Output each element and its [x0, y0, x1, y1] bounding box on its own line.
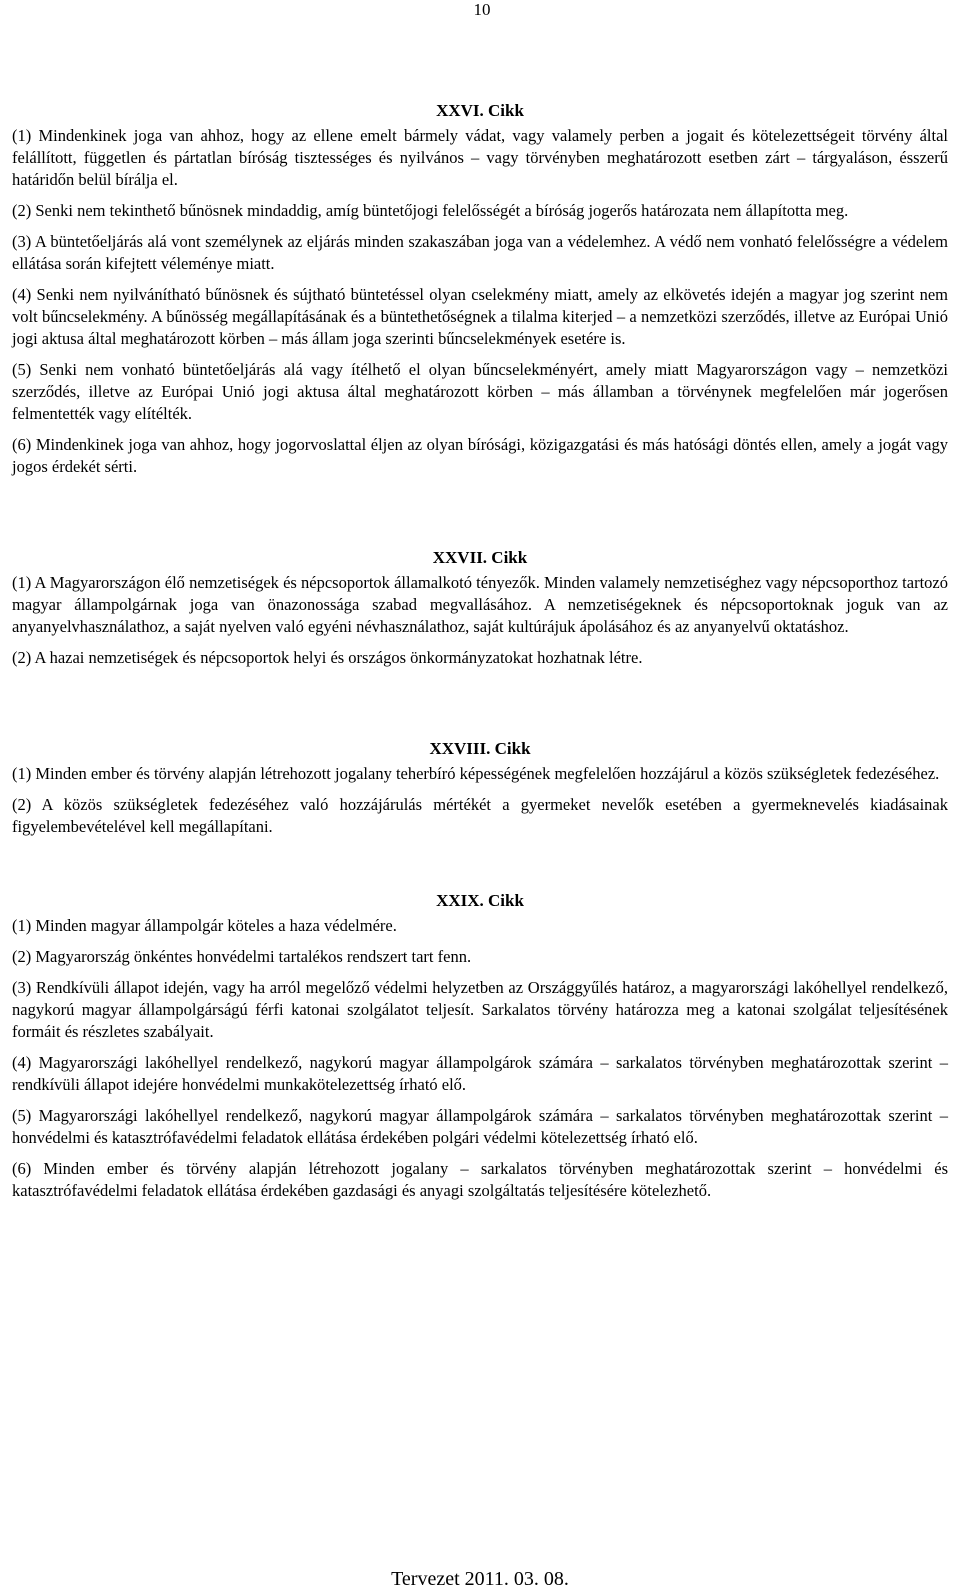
section-spacer — [12, 487, 948, 547]
article-heading: XXVIII. Cikk — [429, 739, 531, 758]
paragraph: (6) Mindenkinek joga van ahhoz, hogy jogorvoslattal éljen az olyan bírósági, közigazgatási és más hatósági döntés ellen, amely a jogát vagy jogos érdekét sérti. — [12, 435, 948, 476]
paragraph: (6) Minden ember és törvény alapján létrehozott jogalany – sarkalatos törvényben meghatározottak szerint – honvédelmi és katasztrófavédelmi feladatok ellátása érdekében gazdasági és anyagi szolgáltatás teljesítésére kötelezhető. — [12, 1159, 948, 1200]
article-xxviii — [12, 738, 948, 838]
page-footer: Tervezet 2011. 03. 08. — [391, 1568, 569, 1590]
section-spacer — [12, 678, 948, 738]
article-xxix — [12, 890, 948, 1202]
paragraph: (2) Magyarország önkéntes honvédelmi tartalékos rendszert tart fenn. — [12, 947, 472, 966]
document-body — [12, 100, 948, 1211]
article-xxvii — [12, 547, 948, 669]
article-heading: XXIX. Cikk — [436, 891, 524, 910]
paragraph: (2) A hazai nemzetiségek és népcsoportok helyi és országos önkormányzatokat hozhatnak létre. — [12, 648, 643, 667]
paragraph: (5) Senki nem vonható büntetőeljárás alá vagy ítélhető el olyan bűncselekményért, amely miatt Magyarországon vagy – nemzetközi szerződés, illetve az Európai Unió jogi aktusa által meghatározott körben – más államban a törvénynek megfelelően már jogerősen felmentették vagy elítélték. — [12, 360, 948, 423]
paragraph: (3) Rendkívüli állapot idején, vagy ha arról megelőző védelmi helyzetben az Országgyűlés határoz, a magyarországi lakóhellyel rendelkező, nagykorú magyar állampolgárságú férfi katonai szolgálatot teljesít. Sarkalatos törvény határozza meg a katonai szolgálat teljesítésének formáit és részletes szabályait. — [12, 978, 948, 1041]
paragraph: (5) Magyarországi lakóhellyel rendelkező, nagykorú magyar állampolgárok számára – sarkalatos törvényben meghatározottak szerint – honvédelmi és katasztrófavédelmi feladatok ellátása érdekében polgári védelmi kötelezettség írható elő. — [12, 1106, 948, 1147]
section-spacer — [12, 847, 948, 890]
article-xxvi — [12, 100, 948, 478]
paragraph: (4) Senki nem nyilvánítható bűnösnek és sújtható büntetéssel olyan cselekmény miatt, amely az elkövetés idején a magyar jog szerint nem volt bűncselekmény. A bűnösség megállapításának és a büntethetőségnek a tilalma kiterjed – a nemzetközi szerződés, illetve az Európai Unió jogi aktusa által meghatározott körben – más állam joga szerinti bűncselekmények esetére is. — [12, 285, 948, 348]
paragraph: (2) A közös szükségletek fedezéséhez való hozzájárulás mértékét a gyermeket nevelők esetében a gyermeknevelés kiadásainak figyelembevételével kell megállapítani. — [12, 795, 948, 836]
article-heading: XXVI. Cikk — [436, 101, 524, 120]
paragraph: (1) Minden ember és törvény alapján létrehozott jogalany teherbíró képességének megfelelően hozzájárul a közös szükségletek fedezéséhez. — [12, 764, 940, 783]
paragraph: (1) A Magyarországon élő nemzetiségek és népcsoportok államalkotó tényezők. Minden valamely nemzetiséghez vagy népcsoporthoz tartozó magyar állampolgárnak joga van önazonossága szabad megvallásához. A nemzetiségeknek és népcsoportoknak joguk van az anyanyelvhasználathoz, a saját nyelven való egyéni névhasználathoz, saját kultúrájuk ápolásához és az anyanyelvű oktatáshoz. — [12, 573, 948, 636]
paragraph: (4) Magyarországi lakóhellyel rendelkező, nagykorú magyar állampolgárok számára – sarkalatos törvényben meghatározottak szerint – rendkívüli állapot idejére honvédelmi munkakötelezettség írható elő. — [12, 1053, 948, 1094]
paragraph: (3) A büntetőeljárás alá vont személynek az eljárás minden szakaszában joga van a védelemhez. A védő nem vonható felelősségre a védelem ellátása során kifejtett véleménye miatt. — [12, 232, 948, 273]
page-number: 10 — [473, 0, 491, 19]
paragraph: (2) Senki nem tekinthető bűnösnek mindaddig, amíg büntetőjogi felelősségét a bíróság jogerős határozata nem állapította meg. — [12, 201, 849, 220]
article-heading: XXVII. Cikk — [432, 548, 528, 567]
paragraph: (1) Mindenkinek joga van ahhoz, hogy az ellene emelt bármely vádat, vagy valamely perben a jogait és kötelezettségeit törvény által felállított, független és pártatlan bíróság tisztességes és nyilvános – vagy törvényben meghatározott esetben zárt – tárgyaláson, ésszerű határidőn belül bírálja el. — [12, 126, 948, 189]
paragraph: (1) Minden magyar állampolgár köteles a haza védelmére. — [12, 916, 397, 935]
